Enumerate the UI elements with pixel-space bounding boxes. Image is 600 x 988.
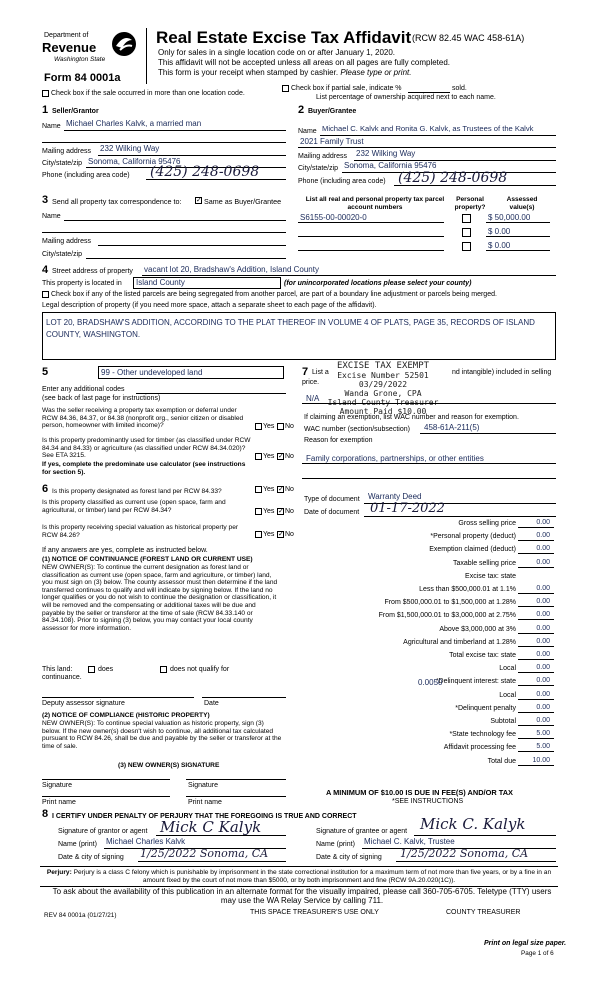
sec3-name-line <box>64 220 286 221</box>
assessed-2[interactable]: $ 0.00 <box>488 227 511 236</box>
sec5-q2-no: No <box>285 453 294 460</box>
sec4-num: 4 <box>42 264 49 276</box>
tax-row-label: Less than $500,000.01 at 1.1% <box>419 586 516 593</box>
stamp-line-3: 03/29/2022 <box>358 380 408 389</box>
tax-row-line <box>518 685 554 686</box>
tax-row-line <box>518 738 554 739</box>
revenue-wordmark: Revenue <box>42 40 97 55</box>
sec6-q1-no: No <box>285 486 294 493</box>
tax-row-label: *Delinquent interest: state <box>435 678 516 685</box>
sub-line-3b: Please type or print. <box>340 68 412 77</box>
seller-num: 1 <box>42 104 49 116</box>
sub-line-1: Only for sales in a single location code on or after January 1, 2020. <box>158 48 396 57</box>
tax-row-line <box>518 712 554 713</box>
dept-label: Department of <box>44 32 89 39</box>
sec6-q2-yes: Yes <box>263 508 275 515</box>
tax-row-label: Exemption claimed (deduct) <box>429 546 516 553</box>
grantor-date-line <box>138 861 286 862</box>
page-number: Page 1 of 6 <box>521 950 554 957</box>
partial-sold-label: sold. <box>452 85 467 92</box>
sub-line-3 <box>158 68 411 77</box>
reason-line-2 <box>302 478 556 479</box>
sec5-q2b: If yes, complete the predominate use calculator (see instructions for section 5). <box>42 461 246 476</box>
legal-description: LOT 20, BRADSHAW'S ADDITION, ACCORDING TO THE PLAT THEREOF IN VOLUME 4 OF PLATS, PAGE 35, RECORDS OF ISLAND COUNTY, WASHINGTON. <box>46 318 535 339</box>
stamp-line-1: EXCISE TAX EXEMPT <box>336 361 430 371</box>
tax-row-line <box>518 646 554 647</box>
tax-row-label: From $500,000.01 to $1,500,000 at 1.28% <box>384 599 516 606</box>
grantee-sig-line <box>414 835 556 836</box>
seller-name-line <box>64 130 286 131</box>
multi-location-checkbox[interactable] <box>42 90 49 97</box>
grantor-date-city[interactable]: 1/25/2022 Sonoma, CA <box>140 847 269 860</box>
doc-date[interactable]: 01-17-2022 <box>370 501 445 516</box>
sec7-text-a: List a <box>312 369 329 376</box>
buyer-heading: Buyer/Grantee <box>308 108 357 115</box>
wa-logo-icon <box>110 30 138 58</box>
parcel-col-header: List all real and personal property tax parcel account numbers <box>305 196 445 211</box>
tax-row-label: From $1,500,000.01 to $3,000,000 at 2.75% <box>378 612 516 619</box>
does-not-label: does not qualify for <box>170 666 230 673</box>
segregated-checkbox[interactable] <box>42 291 49 298</box>
owner-print-label-2: Print name <box>188 799 222 806</box>
perjury-label: Perjury: <box>46 869 72 876</box>
segregated-label: Check box if any of the listed parcels are being segregated from another parcel, are part of a boundary line adjustment or parcels being merged. <box>51 291 497 298</box>
sec6-q2-yes-checkbox[interactable] <box>255 508 262 515</box>
deputy-sig-label: Deputy assessor signature <box>42 700 125 707</box>
buyer-phone-label: Phone (including area code) <box>298 178 386 185</box>
seller-blank-line <box>42 142 286 143</box>
tax-row-value[interactable]: 0.00 <box>536 611 550 618</box>
sec6-q1: Is this property designated as forest land per RCW 84.33? <box>52 488 222 495</box>
seller-heading: Seller/Grantor <box>52 108 99 115</box>
does-checkbox[interactable] <box>88 666 95 673</box>
owner-print-line-1 <box>42 796 170 797</box>
buyer-city[interactable]: Sonoma, California 95476 <box>344 161 437 170</box>
assessed-1[interactable]: $ 50,000.00 <box>488 213 531 222</box>
sec6-q3-yes: Yes <box>263 531 275 538</box>
sec3-addr-line <box>98 245 286 246</box>
tax-row-label: Agricultural and timberland at 1.28% <box>403 639 516 646</box>
sec5-q1-no-checkbox[interactable] <box>277 423 284 430</box>
sec7-text-b: nd intangible) included in selling <box>452 369 552 376</box>
same-as-buyer-checkbox[interactable]: ✓ <box>196 197 202 204</box>
buyer-name-2[interactable]: 2021 Family Trust <box>300 137 364 146</box>
sec5-q2-no-checkbox[interactable]: ✓ <box>278 453 284 460</box>
legal-description-box[interactable] <box>42 312 556 360</box>
wac-label: WAC number (section/subsection) <box>304 426 410 433</box>
notice-2-body: NEW OWNER(S): To continue special valuation as historic property, sign (3) below. If the new owner(s) doesn't wish to continue, all additional tax calculated pursuant to RCW 84.26, shall be due and payable by the seller or transferor at the time of sale. <box>42 720 282 750</box>
grantor-sig-label: Signature of grantor or agent <box>58 828 148 835</box>
sec6-q3-no-checkbox[interactable]: ✓ <box>278 531 284 538</box>
tax-row-label: Total due <box>487 758 516 765</box>
tax-row-value[interactable]: 0.00 <box>536 519 550 526</box>
form-number: Form 84 0001a <box>44 72 121 84</box>
seller-city[interactable]: Sonoma, California 95476 <box>88 157 181 166</box>
legal-label: Legal description of property (if you need more space, attach a separate sheet to each page of the affidavit). <box>42 302 377 309</box>
tax-row-value[interactable]: 0.00 <box>536 532 550 539</box>
partial-percent-field[interactable] <box>408 92 450 93</box>
notice-3-title: (3) NEW OWNER(S) SIGNATURE <box>118 762 220 769</box>
buyer-name[interactable]: Michael C. Kalvk and Ronita G. Kalvk, as Trustees of the Kalvk <box>322 124 534 133</box>
revenue-logo <box>40 28 140 74</box>
this-land-label: This land: <box>42 666 73 673</box>
grantee-date-label: Date & city of signing <box>316 854 382 861</box>
sec3-blank-line <box>42 232 286 233</box>
rev-number: REV 84 0001a (01/27/21) <box>44 912 117 919</box>
buyer-addr-label: Mailing address <box>298 153 348 160</box>
tax-row-value[interactable]: 0.00 <box>536 664 550 671</box>
additional-codes-label: Enter any additional codes <box>42 386 125 393</box>
sec3-city-line <box>86 258 286 259</box>
owner-sig-line-2 <box>186 779 286 780</box>
sec5-num: 5 <box>42 366 49 378</box>
street-address[interactable]: vacant lot 20, Bradshaw's Addition, Island County <box>144 265 319 274</box>
sec6-q2-no-checkbox[interactable]: ✓ <box>278 508 284 515</box>
parcel-line-1 <box>298 222 444 223</box>
form-title: Real Estate Excise Tax Affidavit <box>156 28 412 47</box>
tax-row-line <box>518 567 554 568</box>
exemption-reason[interactable]: Family corporations, partnerships, or other entities <box>306 454 484 463</box>
tax-row-label: *Personal property (deduct) <box>430 533 516 540</box>
does-label: does <box>98 666 114 673</box>
buyer-addr[interactable]: 232 Wilking Way <box>356 149 416 158</box>
local-rate: 0.0050 <box>418 678 443 687</box>
tax-row-line <box>518 672 554 673</box>
sec5-q2: Is this property predominantly used for timber (as classified under RCW 84.34 and 84.33) or agriculture (as classified under RCW 84.34.020)? See ETA 3215. <box>42 437 251 460</box>
grantee-print-label: Name (print) <box>316 841 355 848</box>
sub-line-3a: This form is your receipt when stamped by cashier. <box>158 68 339 77</box>
multi-location-label: Check box if the sale occurred in more than one location code. <box>51 90 245 97</box>
additional-codes-line <box>136 393 286 394</box>
seller-addr[interactable]: 232 Wilking Way <box>100 144 160 153</box>
seller-addr-line <box>98 155 286 156</box>
same-as-buyer-label: Same as Buyer/Grantee <box>204 197 282 206</box>
sec6-q3-yes-checkbox[interactable] <box>255 531 262 538</box>
perjury-body: Perjury is a class C felony which is punishable by imprisonment in the state correctional institution for a maximum term of not more than five years, or by a fine in an amount fixed by the court of not more than $5000, or by both imprisonment and fine (RCW 9A.20.020(1C)). <box>73 869 552 884</box>
county-select[interactable]: Island County <box>133 277 281 289</box>
accessibility-note: To ask about the availability of this publication in an alternate format for the visually impaired, please call 360-705-6705. Teletype (TTY) users may use the WA Relay Service by calling 711. <box>52 887 552 905</box>
county-treasurer: COUNTY TREASURER <box>446 909 521 916</box>
buyer-city-label: City/state/zip <box>298 165 339 172</box>
buyer-phone[interactable]: (425) 248-0698 <box>398 170 508 186</box>
tax-row-label: Total excise tax: state <box>449 652 516 659</box>
sec6-q1-no-checkbox[interactable]: ✓ <box>278 486 284 493</box>
sub-line-2: This affidavit will not be accepted unless all areas on all pages are fully completed. <box>158 58 451 67</box>
reason-label: Reason for exemption <box>304 437 373 444</box>
owner-print-line-2 <box>186 796 286 797</box>
grantee-date-city[interactable]: 1/25/2022 Sonoma, CA <box>400 847 529 860</box>
sec6-num: 6 <box>42 483 49 495</box>
grantee-sig-label: Signature of grantee or agent <box>316 828 408 835</box>
wac-line <box>420 433 556 434</box>
sec6-q3-no: No <box>285 531 294 538</box>
see-instructions: *SEE INSTRUCTIONS <box>392 798 464 805</box>
tax-row-label: Local <box>499 692 516 699</box>
grantor-print-label: Name (print) <box>58 841 97 848</box>
notice-1-title: (1) NOTICE OF CONTINUANCE (FOREST LAND OR CURRENT USE) <box>42 556 253 563</box>
buyer-name2-line <box>298 147 556 148</box>
tax-row-value[interactable]: 0.00 <box>536 545 550 552</box>
grantee-print[interactable]: Michael C. Kalvk, Trustee <box>364 837 455 846</box>
deputy-date-line <box>202 697 286 698</box>
tax-row-label: Taxable selling price <box>452 560 516 567</box>
sec6-if-yes: If any answers are yes, complete as instructed below. <box>42 547 208 554</box>
seller-phone[interactable]: (425) 248-0698 <box>150 164 260 180</box>
tax-row-line <box>518 593 554 594</box>
tax-row-line <box>518 725 554 726</box>
parcel-1[interactable]: S6155-00-00020-0 <box>300 213 367 222</box>
seller-phone-label: Phone (including area code) <box>42 172 130 179</box>
tax-row-label: Above $3,000,000 at 3% <box>439 626 516 633</box>
grantee-signature[interactable]: Mick C. Kalyk <box>420 815 526 833</box>
parcel-line-2 <box>298 236 444 237</box>
deputy-date-label: Date <box>204 700 219 707</box>
rcw-ref: (RCW 82.45 WAC 458-61A) <box>412 33 525 43</box>
sec3-addr-label: Mailing address <box>42 238 92 245</box>
stamp-line-2: Excise Number 52501 <box>337 371 429 380</box>
buyer-name-line <box>320 135 556 136</box>
sec7-na[interactable]: N/A <box>306 394 320 403</box>
tax-row-value[interactable]: 0.00 <box>536 691 550 698</box>
stamp-line-5: Island County Treasurer <box>327 398 439 407</box>
grantor-date-label: Date & city of signing <box>58 854 124 861</box>
sec5-q1-yes: Yes <box>263 423 275 430</box>
tax-row-value[interactable]: 0.00 <box>536 651 550 658</box>
continuance-label: continuance. <box>42 674 82 681</box>
partial-sale-label: Check box if partial sale, indicate % <box>291 85 402 92</box>
tax-row-label: Excise tax: state <box>465 573 516 580</box>
tax-row-value[interactable]: 0.00 <box>536 625 550 632</box>
minimum-notice: A MINIMUM OF $10.00 IS DUE IN FEE(S) AND/OR TAX <box>326 788 513 797</box>
tax-row-line <box>518 765 554 766</box>
tax-row-value[interactable]: 5.00 <box>536 730 550 737</box>
assessed-line-3 <box>486 250 550 251</box>
sec6-q1-yes-checkbox[interactable] <box>255 486 262 493</box>
tax-row-value[interactable]: 0.00 <box>536 638 550 645</box>
street-line <box>142 275 556 276</box>
tax-row-value[interactable]: 0.00 <box>536 598 550 605</box>
sec7-num: 7 <box>302 366 309 378</box>
certify-text: I CERTIFY UNDER PENALTY OF PERJURY THAT THE FOREGOING IS TRUE AND CORRECT <box>52 813 357 820</box>
grantor-signature[interactable]: Mick C Kalyk <box>160 818 262 836</box>
reason-line-1 <box>302 463 556 464</box>
tax-row-value[interactable]: 0.00 <box>536 717 550 724</box>
partial-note: List percentage of ownership acquired next to each name. <box>316 94 496 101</box>
tax-row-label: Affidavit processing fee <box>443 744 516 751</box>
tax-row-value[interactable]: 0.00 <box>536 585 550 592</box>
perjury-box <box>40 866 558 887</box>
owner-sig-label-2: Signature <box>188 782 218 789</box>
land-use-code-select[interactable]: 99 - Other undeveloped land <box>98 366 284 379</box>
personal-prop-checkbox-1[interactable] <box>462 214 471 223</box>
treasurer-use: THIS SPACE TREASURER'S USE ONLY <box>250 909 379 916</box>
seller-name-label: Name <box>42 123 61 130</box>
tax-row-label: Gross selling price <box>458 520 516 527</box>
sec3-label: Send all property tax correspondence to: <box>52 197 182 206</box>
sec5-q1-yes-checkbox[interactable] <box>255 423 262 430</box>
tax-row-line <box>518 553 554 554</box>
assessed-col-header: Assessed value(s) <box>506 196 538 211</box>
stamp-line-6: Amount Paid $10.00 <box>339 407 427 416</box>
doc-date-line <box>364 516 556 517</box>
tax-row-value[interactable]: 5.00 <box>536 743 550 750</box>
street-label: Street address of property <box>52 268 133 275</box>
tax-row-label: *Delinquent penalty <box>455 705 516 712</box>
sec3-name-label: Name <box>42 213 61 220</box>
seller-name[interactable]: Michael Charles Kalvk, a married man <box>66 119 202 128</box>
doc-type-label: Type of document <box>304 496 360 503</box>
exemption-q: If claiming an exemption, list WAC number and reason for exemption. <box>304 414 519 421</box>
partial-sale-checkbox[interactable] <box>282 85 289 92</box>
sec6-q2-no: No <box>285 508 294 515</box>
tax-row-label: *State technology fee <box>449 731 516 738</box>
deputy-sig-line <box>42 697 194 698</box>
sec3-num: 3 <box>42 194 49 206</box>
grantor-print[interactable]: Michael Charles Kalvk <box>106 837 186 846</box>
does-not-checkbox[interactable] <box>160 666 167 673</box>
sec8-num: 8 <box>42 808 49 820</box>
seller-addr-label: Mailing address <box>42 148 92 155</box>
tax-row-value[interactable]: 0.00 <box>536 559 550 566</box>
assessed-3[interactable]: $ 0.00 <box>488 241 511 250</box>
owner-sig-line-1 <box>42 779 170 780</box>
assessed-line-1 <box>486 222 550 223</box>
perjury-text <box>40 869 558 884</box>
excise-stamp <box>318 362 448 416</box>
personal-prop-checkbox-2[interactable] <box>462 228 471 237</box>
sec7-price: price. <box>302 379 320 386</box>
located-label: This property is located in <box>42 280 122 287</box>
sec7-line-1 <box>302 403 556 404</box>
sec6-q1-yes: Yes <box>263 486 275 493</box>
owner-sig-label-1: Signature <box>42 782 72 789</box>
state-label: Washington State <box>54 56 106 63</box>
header-divider <box>146 28 147 84</box>
personal-col-header: Personal property? <box>454 196 486 211</box>
tax-row-line <box>518 699 554 700</box>
legal-size-note: Print on legal size paper. <box>484 940 567 947</box>
sec5-q2-yes-checkbox[interactable] <box>255 453 262 460</box>
tax-row-line <box>518 751 554 752</box>
tax-row-label: Subtotal <box>490 718 516 725</box>
sec6-q2: Is this property classified as current use (open space, farm and agricultural, or timber) land per RCW 84.34? <box>42 499 226 514</box>
tax-row-line <box>518 619 554 620</box>
tax-row-value[interactable]: 0.00 <box>536 704 550 711</box>
sec5-q1: Was the seller receiving a property tax exemption or deferral under RCW 84.36, 84.37, or 84.38 (nonprofit org., senior citizen or disabled person, homeowner with limited income)? <box>42 407 244 430</box>
notice-2-title: (2) NOTICE OF COMPLIANCE (HISTORIC PROPERTY) <box>42 712 210 719</box>
tax-row-label: Local <box>499 665 516 672</box>
parcel-line-3 <box>298 250 444 251</box>
sec3-city-label: City/state/zip <box>42 251 83 258</box>
tax-row-line <box>518 659 554 660</box>
personal-prop-checkbox-3[interactable] <box>462 242 471 251</box>
seller-city-label: City/state/zip <box>42 160 83 167</box>
unincorp-note: (for unincorporated locations please select your county) <box>284 280 472 287</box>
owner-print-label-1: Print name <box>42 799 76 806</box>
assessed-line-2 <box>486 236 550 237</box>
doc-date-label: Date of document <box>304 509 360 516</box>
tax-row-line <box>518 540 554 541</box>
wac-number[interactable]: 458-61A-211(5) <box>424 423 480 432</box>
doc-type[interactable]: Warranty Deed <box>368 492 422 501</box>
buyer-num: 2 <box>298 104 305 116</box>
stamp-line-4: Wanda Grone, CPA <box>344 389 422 398</box>
notice-1-body: NEW OWNER(S): To continue the current designation as forest land or classification as current use (open space, farm and agriculture, or timber) land, you must sign on (3) below. The county assessor must then determine if the land transferred continues to qualify and will indicate by signing below. If the land no longer qualifies or you do not wish to continue the designation or classification, it will be removed and the compensating or additional taxes will be due and payable by the seller or transferor at the time of sale (RCW 84.33.140 or 84.34.108). Prior to signing (3) below, you may contact your local county assessor for more information. <box>42 564 278 632</box>
tax-row-line <box>518 606 554 607</box>
see-back-label: (see back of last page for instructions) <box>42 395 161 402</box>
tax-row-line <box>518 633 554 634</box>
tax-row-value[interactable]: 10.00 <box>532 757 550 764</box>
tax-row-value[interactable]: 0.00 <box>536 677 550 684</box>
sec5-q1-no: No <box>285 423 294 430</box>
tax-row-line <box>518 527 554 528</box>
sec6-q3: Is this property receiving special valuation as historical property per RCW 84.26? <box>42 524 239 539</box>
sec5-q2-yes: Yes <box>263 453 275 460</box>
grantee-date-line <box>396 861 556 862</box>
buyer-name-label: Name <box>298 128 317 135</box>
